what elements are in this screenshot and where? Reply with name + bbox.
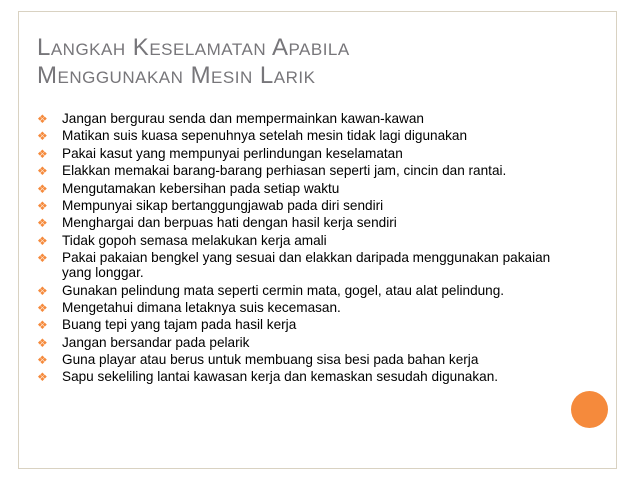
list-item [37, 300, 582, 315]
list-item [37, 335, 582, 350]
list-item-text: Tidak gopoh semasa melakukan kerja amali [62, 232, 327, 248]
safety-steps-list [37, 111, 582, 387]
bullet-diamond-icon: ❖ [37, 353, 48, 368]
list-item [37, 283, 582, 298]
list-item [37, 369, 582, 384]
list-item [37, 198, 582, 213]
list-item-text: Elakkan memakai barang-barang perhiasan seperti jam, cincin dan rantai. [62, 163, 507, 179]
list-item-text: Buang tepi yang tajam pada hasil kerja [62, 317, 297, 333]
list-item-text: Gunakan pelindung mata seperti cermin mata, gogel, atau alat pelindung. [62, 282, 505, 298]
list-item-text: Mengutamakan kebersihan pada setiap waktu [62, 180, 340, 196]
slide-title-line-1: Langkah Keselamatan Apabila [37, 34, 350, 61]
list-item [37, 181, 582, 196]
list-item [37, 111, 582, 126]
bullet-diamond-icon: ❖ [37, 335, 48, 350]
bullet-diamond-icon: ❖ [37, 198, 48, 213]
bullet-diamond-icon: ❖ [37, 129, 48, 144]
list-item [37, 146, 582, 161]
list-item [37, 163, 582, 178]
bullet-diamond-icon: ❖ [37, 233, 48, 248]
bullet-diamond-icon: ❖ [37, 216, 48, 231]
list-item-text: Pakai pakaian bengkel yang sesuai dan elakkan daripada menggunakan pakaian yang longgar. [62, 250, 551, 281]
list-item-text: Guna playar atau berus untuk membuang sisa besi pada bahan kerja [62, 352, 479, 368]
list-item-text: Jangan bergurau senda dan mempermainkan kawan-kawan [62, 111, 424, 126]
bullet-diamond-icon: ❖ [37, 181, 48, 196]
list-item-text: Sapu sekeliling lantai kawasan kerja dan kemaskan sesudah digunakan. [62, 369, 499, 385]
list-item [37, 317, 582, 332]
bullet-diamond-icon: ❖ [37, 146, 48, 161]
list-item-text: Mengetahui dimana letaknya suis kecemasan. [62, 299, 341, 315]
bullet-diamond-icon: ❖ [37, 318, 48, 333]
list-item-text: Jangan bersandar pada pelarik [62, 334, 250, 350]
bullet-diamond-icon: ❖ [37, 370, 48, 385]
orange-circle-decoration [571, 391, 608, 428]
list-item-text: Pakai kasut yang mempunyai perlindungan keselamatan [62, 145, 403, 161]
slide-title-line-2: Menggunakan Mesin Larik [37, 62, 316, 89]
list-item [37, 215, 582, 230]
bullet-diamond-icon: ❖ [37, 251, 48, 266]
bullet-diamond-icon: ❖ [37, 283, 48, 298]
list-item-text: Matikan suis kuasa sepenuhnya setelah mesin tidak lagi digunakan [62, 128, 468, 144]
list-item-text: Mempunyai sikap bertanggungjawab pada diri sendiri [62, 197, 384, 213]
list-item [37, 233, 582, 248]
bullet-diamond-icon: ❖ [37, 300, 48, 315]
list-item [37, 352, 582, 367]
list-item [37, 128, 582, 143]
slide-title [37, 34, 557, 90]
list-item [37, 250, 582, 280]
list-item-text: Menghargai dan berpuas hati dengan hasil kerja sendiri [62, 215, 397, 231]
bullet-diamond-icon: ❖ [37, 164, 48, 179]
bullet-diamond-icon: ❖ [37, 112, 48, 126]
